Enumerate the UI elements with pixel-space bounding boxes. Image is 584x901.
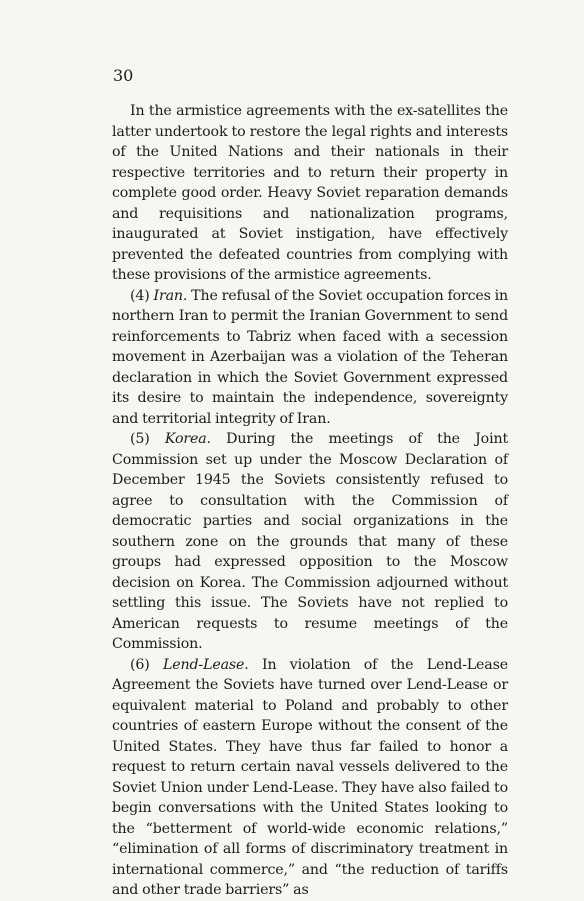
- paragraph-topic: Korea.: [164, 431, 211, 447]
- paragraph-text: The refusal of the Soviet occupation forces in northern Iran to permit the Iranian Government to send reinforcements to Tabriz when faced with a secession movement in Azerbaijan was a violation of the Teheran declaration in which the Soviet Government expressed its desire to maintain the independence, sovereignty and territorial integrity of Iran.: [112, 287, 509, 427]
- page-number: 30: [113, 66, 134, 85]
- paragraph-number: (6): [130, 656, 150, 673]
- paragraph-topic: Iran.: [153, 287, 188, 304]
- paragraph-text: In violation of the Lend-Lease Agreement the Soviets have turned over Lend-Lease or equivalent material to Poland and probably to other countries of eastern Europe without the consent of the United States. They have thus far failed to honor a request to return certain naval vessels delivered to the Soviet Union under Lend-Lease. They have also failed to begin conversations with the United States looking to the “betterment of world-wide economic relations,” “elimination of all forms of discriminatory treatment in international commerce,” and “the reduction of tariffs and other trade barriers” as: [112, 656, 508, 898]
- body-text: [112, 101, 508, 901]
- paragraph-text: During the meetings of the Joint Commission set up under the Moscow Declaration of December 1945 the Soviets consistently refused to agree to consultation with the Commission of democratic parties and social organizations in the southern zone on the grounds that many of these groups had expressed opposition to the Moscow decision on Korea. The Commission adjourned without settling this issue. The Soviets have not replied to American requests to resume meetings of the Commission.: [112, 431, 508, 652]
- paragraph-iran: [112, 286, 508, 430]
- paragraph-number: (5): [130, 431, 150, 447]
- paragraph-text: In the armistice agreements with the ex-satellites the latter undertook to restore the legal rights and interests of the United Nations and their nationals in their respective territories and to return their property in complete good order. Heavy Soviet reparation demands and requisitions and nationalization programs, inaugurated at Soviet instigation, have effectively prevented the defeated countries from complying with these provisions of the armistice agreements.: [112, 103, 508, 283]
- paragraph-armistice: [112, 101, 508, 286]
- paragraph-number: (4): [130, 287, 150, 304]
- paragraph-korea: [112, 429, 508, 655]
- paragraph-topic: Lend-Lease.: [163, 656, 249, 673]
